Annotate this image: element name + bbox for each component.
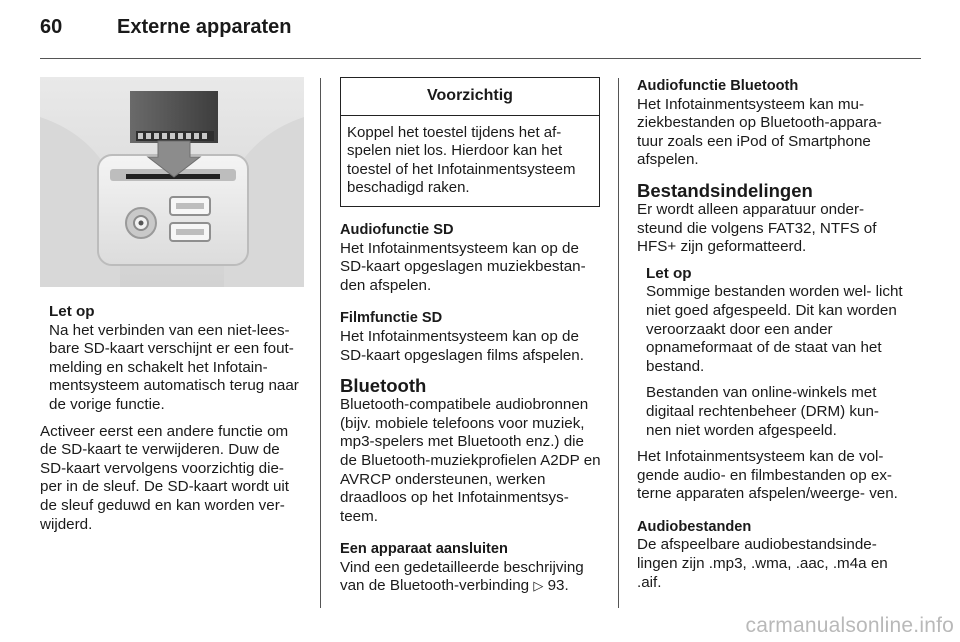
page-header [40,16,920,52]
column-2 [340,77,602,596]
formats-heading: Bestandsindelingen [637,179,813,201]
note-text-1: Sommige bestanden worden wel- licht niet goed afgespeeld. Dit kan worden veroorzaakt door een ander opnameformaat of de staat van het bestand. [646,283,903,375]
note-block [40,303,304,415]
note-title: Let op [49,303,95,320]
watermark: carmanualsonline.info [745,614,954,637]
page-ref-link[interactable]: 93. [547,577,569,595]
page-ref-arrow-icon: ▷ [533,578,544,594]
page-number: 60 [40,16,63,38]
film-sd-text: Het Infotainmentsysteem kan op de SD-kaart opgeslagen films afspelen. [340,327,584,364]
column-divider-1 [320,78,321,608]
column-3 [637,77,903,592]
audio-files-heading: Audiobestanden [637,518,752,535]
audio-bt-text: Het Infotainmentsysteem kan mu- ziekbestanden op Bluetooth-appara- tuur zoals een iPod of Smartphone afspelen. [637,95,882,169]
connect-text: Vind een gedetailleerde beschrijving van de Bluetooth-verbinding [340,558,584,595]
header-rule [40,58,921,59]
playback-paragraph: Het Infotainmentsysteem kan de vol- gende audio- en filmbestanden op ex- terne apparaten afspelen/weerge- ven. [637,448,898,503]
sd-card-slot-drawing [40,77,304,287]
connect-heading: Een apparaat aansluiten [340,541,508,558]
column-1 [40,77,304,534]
audio-sd-heading: Audiofunctie SD [340,221,454,238]
note-text-2: Bestanden van online-winkels met digitaal rechtenbeheer (DRM) kun- nen niet worden afgespeeld. [646,384,879,439]
column-divider-2 [618,78,619,608]
bluetooth-text: Bluetooth-compatibele audiobronnen (bijv. mobiele telefoons voor muziek, mp3-spelers met Bluetooth enz.) die de Bluetooth-muziekprofielen A2DP en AVRCP ondersteunen, werken draadloos op het Infotainmentsys- teem. [340,396,601,525]
sd-card-slot-illustration [40,77,304,287]
chapter-title: Externe apparaten [117,16,292,38]
formats-text: Er wordt alleen apparatuur onder- steund die volgens FAT32, NTFS of HFS+ zijn geformatteerd. [637,200,877,256]
note-block [637,265,903,440]
caution-title: Voorzichtig [341,78,599,116]
connect-paragraph [340,559,602,596]
removal-paragraph: Activeer eerst een andere functie om de SD-kaart te verwijderen. Duw de SD-kaart vervolgens voorzichtig die- per in de sleuf. De SD-kaart wordt uit de sleuf geduwd en kan worden ver- wijderd. [40,422,290,533]
audio-bt-heading: Audiofunctie Bluetooth [637,78,799,94]
caution-text: Koppel het toestel tijdens het af- spelen niet los. Hierdoor kan het toestel of het Infotainmentsysteem beschadigd raken. [347,123,576,197]
audio-files-text: De afspeelbare audiobestandsinde- lingen zijn .mp3, .wma, .aac, .m4a en .aif. [637,536,888,591]
note-text: Na het verbinden van een niet-lees- bare SD-kaart verschijnt er een fout- melding en schakelt het Infotain- mentsysteem automatisch terug naar de vorige functie. [49,321,299,413]
audio-sd-text: Het Infotainmentsysteem kan op de SD-kaart opgeslagen muziekbestan- den afspelen. [340,239,586,294]
film-sd-heading: Filmfunctie SD [340,310,443,327]
note-title: Let op [646,264,692,282]
bluetooth-heading: Bluetooth [340,375,427,397]
caution-box [340,77,600,207]
